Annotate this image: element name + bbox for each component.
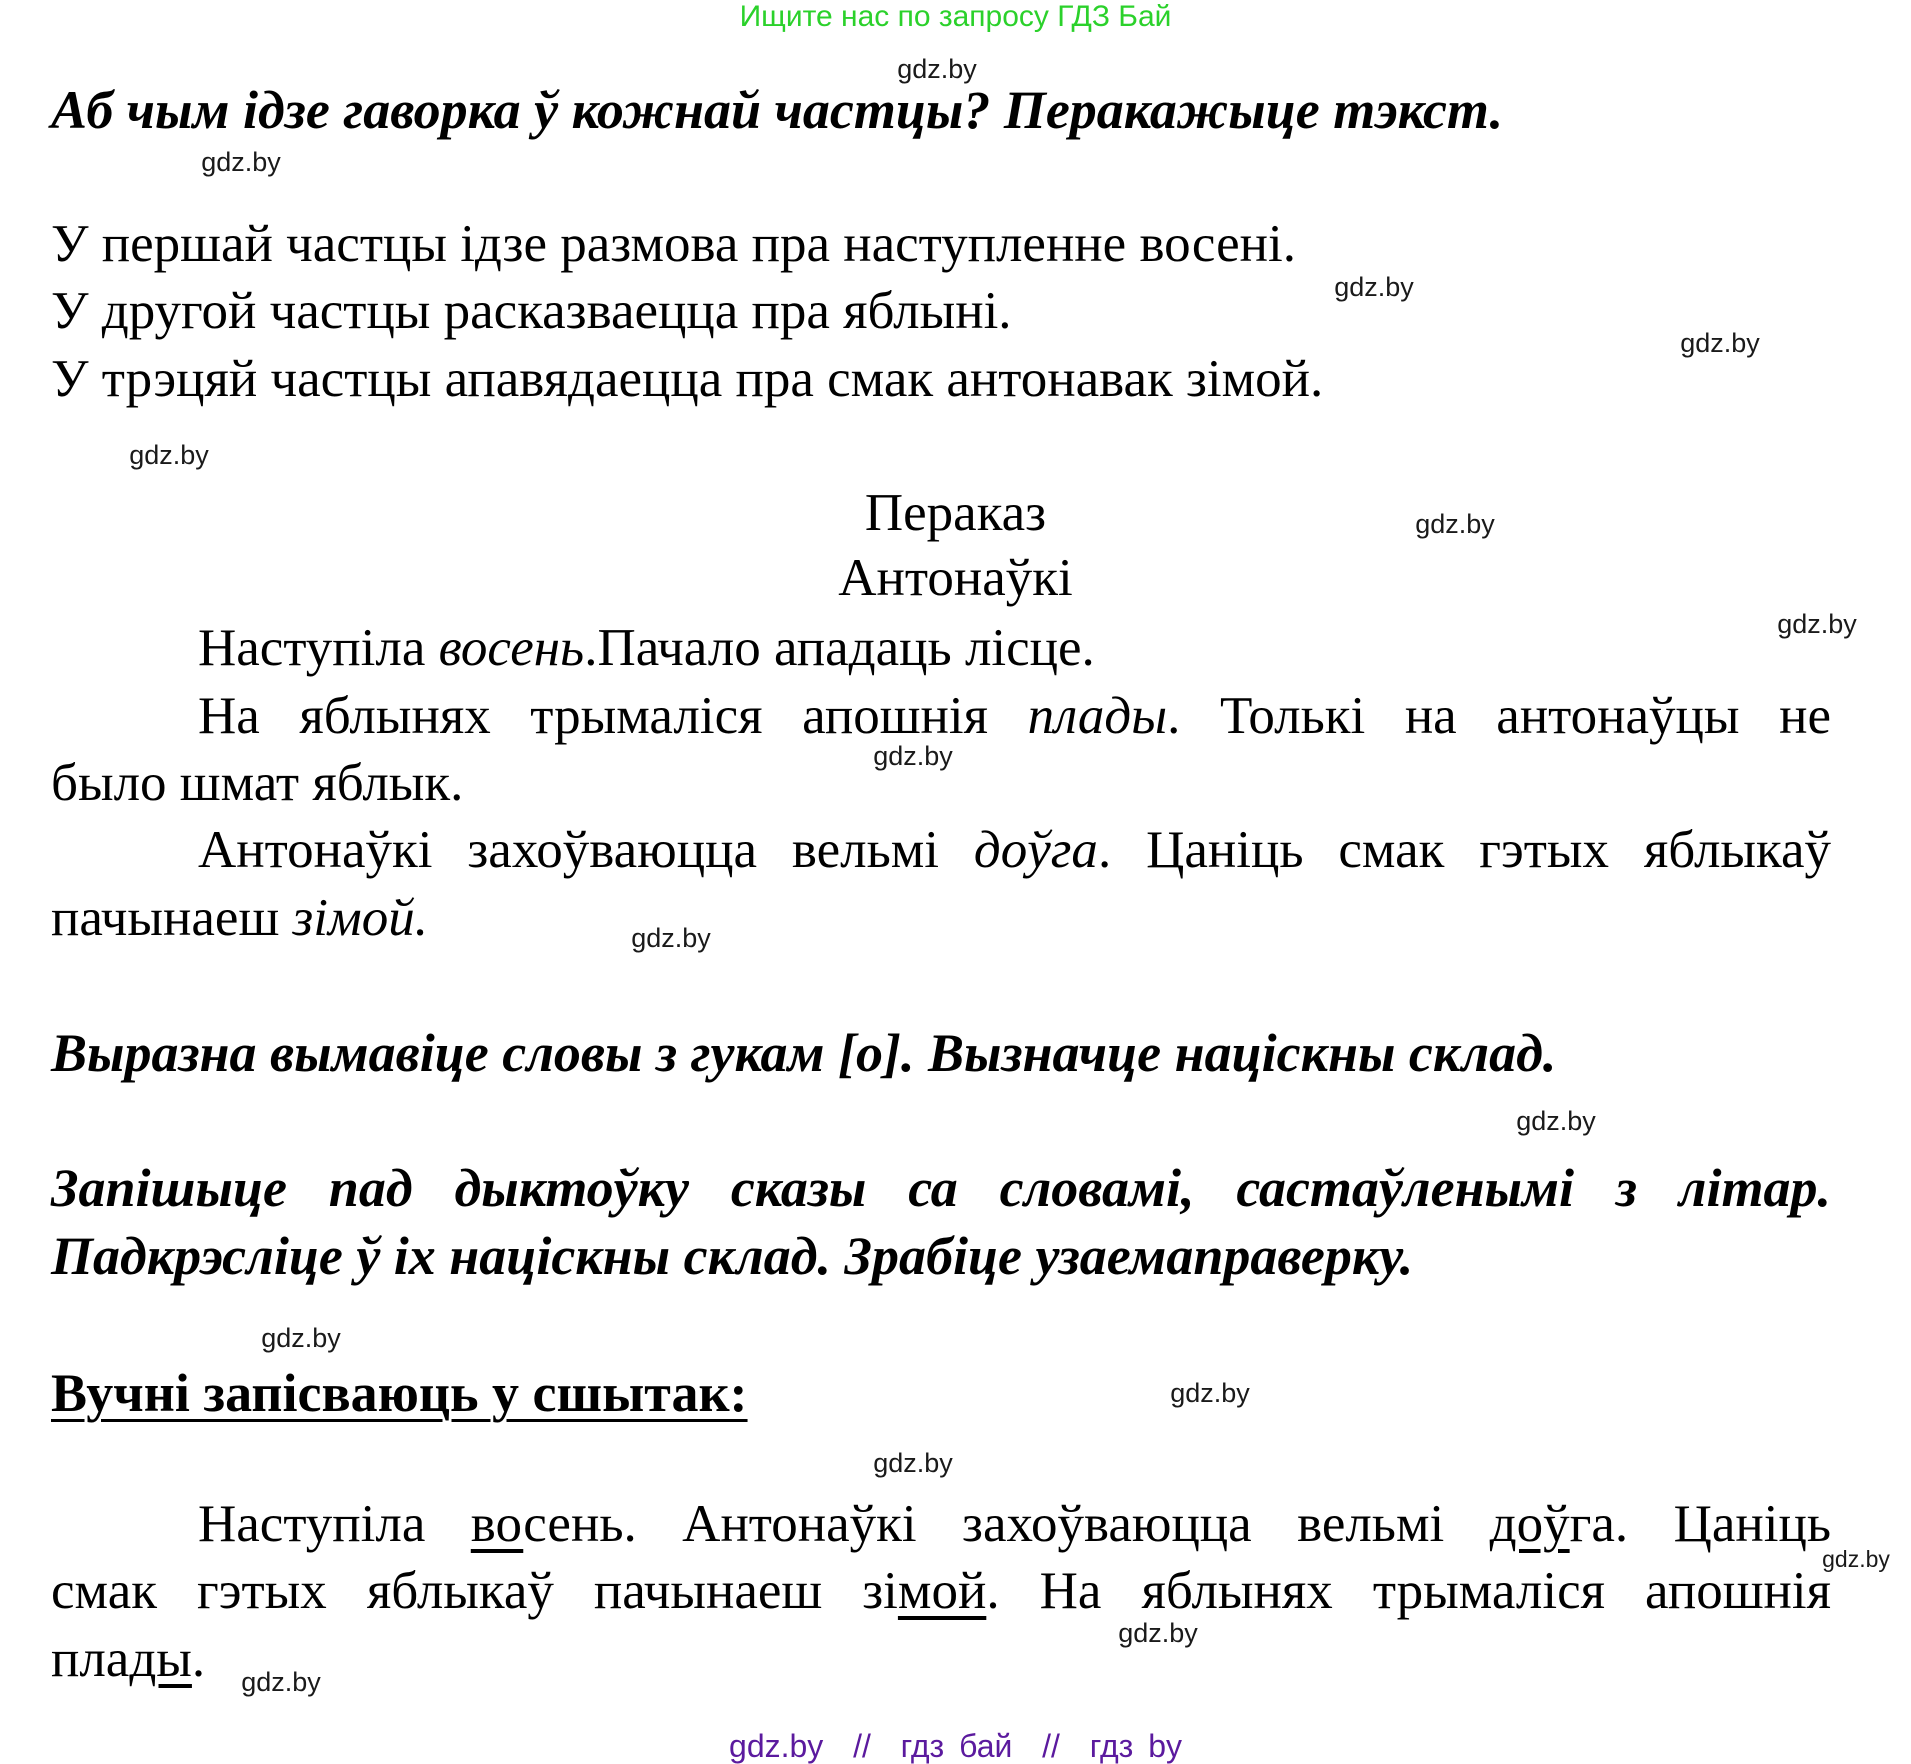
watermark: gdz.by	[241, 1667, 321, 1697]
search-banner: Ищите нас по запросу ГДЗ Бай	[739, 0, 1172, 33]
retelling-paragraph	[198, 619, 1095, 677]
retelling-line	[51, 889, 428, 947]
answer-line: У другой частцы расказваецца пра яблыні.	[51, 282, 1012, 340]
watermark: gdz.by	[1777, 609, 1857, 639]
italic-word: плады	[1027, 687, 1168, 745]
task3-heading-line: Запішыце пад дыктоўку сказы са словамі, састаўленымі з літар.	[51, 1158, 1831, 1218]
retelling-title: Пераказ	[864, 484, 1047, 542]
italic-word: восень	[438, 619, 585, 677]
notebook-heading: Вучні запісваюць у сшытак:	[51, 1363, 748, 1423]
watermark: gdz.by	[873, 1448, 953, 1478]
task3-heading-line: Падкрэсліце ў іх націскны склад. Зрабіце узаемаправерку.	[51, 1226, 1414, 1286]
text: .	[191, 1630, 206, 1688]
retelling-subtitle: Антонаўкі	[838, 549, 1073, 607]
watermark: gdz.by	[1822, 1546, 1890, 1572]
text: Наступіла	[198, 619, 439, 677]
text: . Толькі на антонаўцы не	[1167, 687, 1831, 745]
text: Антонаўкі захоўваюцца вельмі	[198, 821, 974, 879]
stressed-syllable: во	[470, 1495, 524, 1553]
notebook-line	[51, 1630, 206, 1688]
text: сень. Антонаўкі захоўваюцца вельмі	[523, 1495, 1490, 1553]
watermark: gdz.by	[129, 440, 209, 470]
text: Наступіла	[198, 1495, 471, 1553]
stressed-syllable: доў	[1489, 1495, 1570, 1553]
task1-heading: Аб чым ідзе гаворка ў кожнай частцы? Перакажыце тэкст.	[51, 80, 1504, 140]
watermark: gdz.by	[201, 147, 281, 177]
answer-line: У першай частцы ідзе размова пра наступленне восені.	[51, 215, 1296, 273]
text: . На яблынях трымаліся апошнія	[986, 1562, 1832, 1620]
notebook-line	[51, 1562, 1832, 1620]
watermark: gdz.by	[897, 54, 977, 84]
text: пачынаеш	[51, 889, 293, 947]
watermark: gdz.by	[1334, 272, 1414, 302]
watermark: gdz.by	[1170, 1378, 1250, 1408]
text: . Цаніць смак гэтых яблыкаў	[1097, 821, 1831, 879]
watermark: gdz.by	[261, 1323, 341, 1353]
stressed-syllable: мой	[897, 1562, 987, 1620]
watermark: gdz.by	[1516, 1106, 1596, 1136]
notebook-line	[198, 1495, 1831, 1553]
italic-word: доўга	[973, 821, 1098, 879]
text: пла	[51, 1630, 130, 1688]
watermark: gdz.by	[1118, 1618, 1198, 1648]
retelling-paragraph	[198, 821, 1831, 879]
watermark: gdz.by	[1415, 509, 1495, 539]
retelling-line: было шмат яблык.	[51, 754, 464, 812]
watermark: gdz.by	[873, 741, 953, 771]
stressed-syllable: ды	[129, 1630, 192, 1688]
italic-word: зімой.	[292, 889, 428, 947]
retelling-paragraph	[198, 687, 1831, 745]
text: .Пачало ападаць лісце.	[584, 619, 1095, 677]
footer-links: gdz.by // гдз бай // гдз by	[729, 1728, 1182, 1764]
text: На яблынях трымаліся апошнія	[198, 687, 1028, 745]
answer-line: У трэцяй частцы апавядаецца пра смак антонавак зімой.	[51, 350, 1324, 408]
watermark: gdz.by	[631, 923, 711, 953]
text: смак гэтых яблыкаў пачынаеш зі	[51, 1562, 898, 1620]
text: га. Цаніць	[1569, 1495, 1831, 1553]
watermark: gdz.by	[1680, 328, 1760, 358]
task2-heading: Выразна вымавіце словы з гукам [о]. Вызначце націскны склад.	[51, 1023, 1557, 1083]
